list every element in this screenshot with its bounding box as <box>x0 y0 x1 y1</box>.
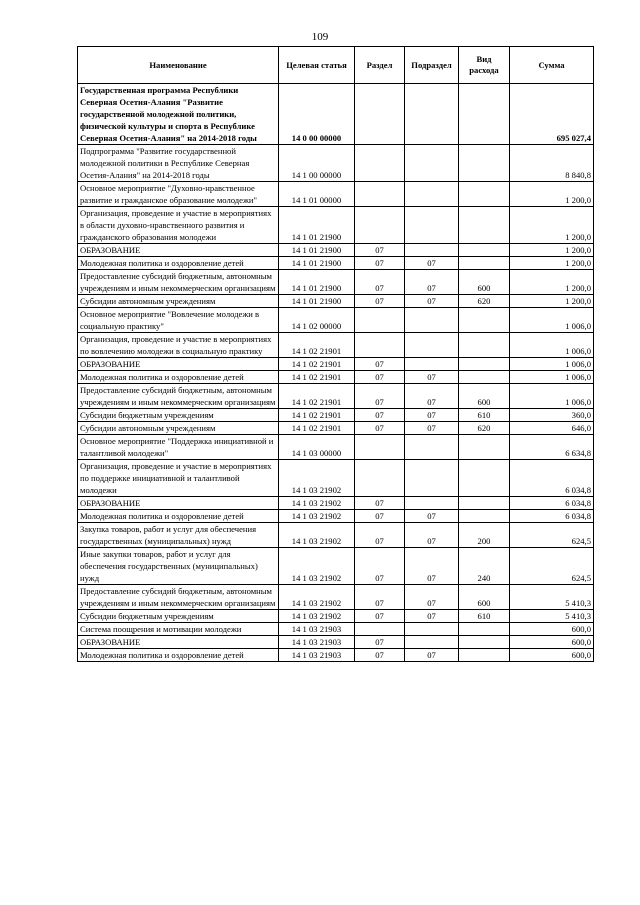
cell-expense-type <box>459 623 510 636</box>
cell-code: 14 1 03 21902 <box>279 548 355 585</box>
cell-subsection: 07 <box>405 523 459 548</box>
table-row <box>78 435 594 460</box>
cell-subsection <box>405 497 459 510</box>
table-row <box>78 145 594 182</box>
cell-subsection <box>405 182 459 207</box>
cell-section: 07 <box>355 358 405 371</box>
cell-sum: 600,0 <box>510 623 594 636</box>
table-row <box>78 548 594 585</box>
cell-subsection: 07 <box>405 548 459 585</box>
cell-sum: 600,0 <box>510 636 594 649</box>
cell-sum: 600,0 <box>510 649 594 662</box>
cell-name: ОБРАЗОВАНИЕ <box>78 497 279 510</box>
cell-expense-type <box>459 257 510 270</box>
table-row <box>78 244 594 257</box>
table-header-row <box>78 47 594 84</box>
cell-section <box>355 182 405 207</box>
table-row <box>78 308 594 333</box>
cell-sum: 624,5 <box>510 548 594 585</box>
cell-section: 07 <box>355 244 405 257</box>
table-row <box>78 497 594 510</box>
cell-section <box>355 207 405 244</box>
cell-name: Закупка товаров, работ и услуг для обеспечения государственных (муниципальных) нужд <box>78 523 279 548</box>
cell-expense-type: 600 <box>459 585 510 610</box>
table-row <box>78 358 594 371</box>
cell-subsection: 07 <box>405 585 459 610</box>
table-row <box>78 333 594 358</box>
cell-section: 07 <box>355 270 405 295</box>
table-row <box>78 371 594 384</box>
cell-name: Организация, проведение и участие в мероприятиях по поддержке инициативной и талантливой молодежи <box>78 460 279 497</box>
cell-name: Основное мероприятие "Вовлечение молодежи в социальную практику" <box>78 308 279 333</box>
cell-subsection: 07 <box>405 409 459 422</box>
cell-code: 14 1 00 00000 <box>279 145 355 182</box>
cell-code: 14 1 03 21902 <box>279 460 355 497</box>
cell-section: 07 <box>355 295 405 308</box>
cell-sum: 1 200,0 <box>510 207 594 244</box>
cell-section: 07 <box>355 497 405 510</box>
table-row <box>78 257 594 270</box>
cell-sum: 1 006,0 <box>510 358 594 371</box>
cell-expense-type <box>459 145 510 182</box>
cell-code: 14 1 01 21900 <box>279 270 355 295</box>
cell-subsection <box>405 244 459 257</box>
cell-section: 07 <box>355 371 405 384</box>
cell-subsection <box>405 435 459 460</box>
cell-expense-type <box>459 207 510 244</box>
cell-sum: 1 200,0 <box>510 182 594 207</box>
table-row <box>78 510 594 523</box>
cell-code: 14 1 01 00000 <box>279 182 355 207</box>
cell-subsection <box>405 84 459 145</box>
cell-code: 14 1 01 21900 <box>279 257 355 270</box>
cell-expense-type <box>459 435 510 460</box>
cell-expense-type <box>459 649 510 662</box>
cell-subsection <box>405 358 459 371</box>
cell-subsection <box>405 460 459 497</box>
cell-sum: 1 006,0 <box>510 371 594 384</box>
cell-sum: 5 410,3 <box>510 585 594 610</box>
cell-code: 14 1 01 21900 <box>279 295 355 308</box>
cell-subsection <box>405 145 459 182</box>
cell-sum: 1 006,0 <box>510 308 594 333</box>
header-sum: Сумма <box>510 47 594 84</box>
table-row <box>78 270 594 295</box>
cell-sum: 624,5 <box>510 523 594 548</box>
cell-sum: 6 034,8 <box>510 497 594 510</box>
cell-expense-type: 610 <box>459 409 510 422</box>
cell-name: ОБРАЗОВАНИЕ <box>78 244 279 257</box>
cell-sum: 1 200,0 <box>510 257 594 270</box>
cell-name: Субсидии автономным учреждениям <box>78 295 279 308</box>
cell-expense-type: 240 <box>459 548 510 585</box>
cell-code: 14 1 03 21903 <box>279 623 355 636</box>
cell-section <box>355 145 405 182</box>
budget-table <box>77 46 594 662</box>
cell-expense-type <box>459 371 510 384</box>
cell-name: Организация, проведение и участие в мероприятиях в области духовно-нравственного развития и гражданского образования молодежи <box>78 207 279 244</box>
cell-name: Молодежная политика и оздоровление детей <box>78 510 279 523</box>
cell-expense-type <box>459 333 510 358</box>
cell-code: 14 1 01 21900 <box>279 244 355 257</box>
page-number: 109 <box>311 31 329 43</box>
table-row <box>78 295 594 308</box>
cell-subsection: 07 <box>405 295 459 308</box>
cell-expense-type: 620 <box>459 295 510 308</box>
cell-sum: 6 034,8 <box>510 460 594 497</box>
cell-section: 07 <box>355 422 405 435</box>
cell-sum: 695 027,4 <box>510 84 594 145</box>
cell-subsection: 07 <box>405 257 459 270</box>
cell-subsection: 07 <box>405 384 459 409</box>
cell-section: 07 <box>355 510 405 523</box>
cell-name: Подпрограмма "Развитие государственной молодежной политики в Республике Северная Осетия-Алания" на 2014-2018 годы <box>78 145 279 182</box>
cell-name: Предоставление субсидий бюджетным, автономным учреждениям и иным некоммерческим организациям <box>78 585 279 610</box>
cell-code: 14 0 00 00000 <box>279 84 355 145</box>
cell-sum: 5 410,3 <box>510 610 594 623</box>
table-row <box>78 422 594 435</box>
cell-name: Система поощрения и мотивации молодежи <box>78 623 279 636</box>
cell-section: 07 <box>355 409 405 422</box>
header-code: Целевая статья <box>279 47 355 84</box>
cell-expense-type: 600 <box>459 270 510 295</box>
cell-section: 07 <box>355 636 405 649</box>
cell-name: Иные закупки товаров, работ и услуг для обеспечения государственных (муниципальных) нужд <box>78 548 279 585</box>
cell-code: 14 1 02 21901 <box>279 333 355 358</box>
cell-subsection <box>405 636 459 649</box>
cell-code: 14 1 03 21902 <box>279 610 355 623</box>
table-row <box>78 610 594 623</box>
header-name: Наименование <box>78 47 279 84</box>
cell-name: Основное мероприятие "Поддержка инициативной и талантливой молодежи" <box>78 435 279 460</box>
cell-name: Молодежная политика и оздоровление детей <box>78 257 279 270</box>
cell-subsection: 07 <box>405 371 459 384</box>
cell-sum: 6 034,8 <box>510 510 594 523</box>
cell-name: Субсидии автономным учреждениям <box>78 422 279 435</box>
cell-name: Молодежная политика и оздоровление детей <box>78 649 279 662</box>
cell-sum: 1 006,0 <box>510 384 594 409</box>
cell-section: 07 <box>355 523 405 548</box>
cell-subsection <box>405 623 459 636</box>
table-row <box>78 523 594 548</box>
cell-code: 14 1 03 00000 <box>279 435 355 460</box>
cell-sum: 1 200,0 <box>510 295 594 308</box>
table-row <box>78 207 594 244</box>
cell-section: 07 <box>355 548 405 585</box>
cell-name: Предоставление субсидий бюджетным, автономным учреждениям и иным некоммерческим организациям <box>78 384 279 409</box>
cell-code: 14 1 03 21903 <box>279 649 355 662</box>
cell-sum: 1 200,0 <box>510 270 594 295</box>
cell-sum: 1 200,0 <box>510 244 594 257</box>
cell-name: Организация, проведение и участие в мероприятиях по вовлечению молодежи в социальную практику <box>78 333 279 358</box>
table-row <box>78 182 594 207</box>
header-expense-type: Вид расхода <box>459 47 510 84</box>
cell-name: Молодежная политика и оздоровление детей <box>78 371 279 384</box>
cell-code: 14 1 03 21902 <box>279 585 355 610</box>
cell-section <box>355 308 405 333</box>
cell-section: 07 <box>355 257 405 270</box>
cell-code: 14 1 03 21902 <box>279 523 355 548</box>
table-row <box>78 384 594 409</box>
cell-code: 14 1 02 21901 <box>279 409 355 422</box>
cell-subsection: 07 <box>405 610 459 623</box>
header-subsection: Подраздел <box>405 47 459 84</box>
table-row <box>78 460 594 497</box>
cell-expense-type <box>459 84 510 145</box>
cell-section <box>355 84 405 145</box>
table-row <box>78 84 594 145</box>
cell-section <box>355 460 405 497</box>
cell-section <box>355 623 405 636</box>
cell-section: 07 <box>355 649 405 662</box>
cell-name: Субсидии бюджетным учреждениям <box>78 610 279 623</box>
cell-sum: 8 840,8 <box>510 145 594 182</box>
cell-code: 14 1 02 00000 <box>279 308 355 333</box>
cell-expense-type: 620 <box>459 422 510 435</box>
cell-code: 14 1 03 21902 <box>279 510 355 523</box>
cell-code: 14 1 02 21901 <box>279 422 355 435</box>
cell-expense-type <box>459 308 510 333</box>
cell-subsection: 07 <box>405 510 459 523</box>
table-row <box>78 585 594 610</box>
cell-section: 07 <box>355 585 405 610</box>
cell-section <box>355 333 405 358</box>
cell-subsection <box>405 333 459 358</box>
cell-expense-type <box>459 497 510 510</box>
header-section: Раздел <box>355 47 405 84</box>
cell-expense-type <box>459 460 510 497</box>
cell-name: Субсидии бюджетным учреждениям <box>78 409 279 422</box>
cell-expense-type: 600 <box>459 384 510 409</box>
cell-code: 14 1 01 21900 <box>279 207 355 244</box>
cell-subsection: 07 <box>405 270 459 295</box>
cell-subsection: 07 <box>405 422 459 435</box>
table-row <box>78 636 594 649</box>
cell-expense-type: 200 <box>459 523 510 548</box>
cell-subsection: 07 <box>405 649 459 662</box>
table-row <box>78 623 594 636</box>
cell-sum: 1 006,0 <box>510 333 594 358</box>
cell-code: 14 1 02 21901 <box>279 384 355 409</box>
cell-expense-type <box>459 182 510 207</box>
table-row <box>78 409 594 422</box>
cell-sum: 360,0 <box>510 409 594 422</box>
cell-section: 07 <box>355 610 405 623</box>
cell-name: Предоставление субсидий бюджетным, автономным учреждениям и иным некоммерческим организациям <box>78 270 279 295</box>
cell-code: 14 1 03 21903 <box>279 636 355 649</box>
cell-expense-type <box>459 358 510 371</box>
cell-sum: 6 634,8 <box>510 435 594 460</box>
cell-code: 14 1 02 21901 <box>279 358 355 371</box>
cell-expense-type <box>459 510 510 523</box>
cell-expense-type: 610 <box>459 610 510 623</box>
cell-section: 07 <box>355 384 405 409</box>
cell-section <box>355 435 405 460</box>
cell-subsection <box>405 207 459 244</box>
cell-expense-type <box>459 636 510 649</box>
cell-subsection <box>405 308 459 333</box>
cell-name: Основное мероприятие "Духовно-нравственное развитие и гражданское образование молодежи" <box>78 182 279 207</box>
cell-name: Государственная программа Республики Северная Осетия-Алания "Развитие государственной молодежной политики, физической культуры и спорта в Республике Северная Осетия-Алания" на 2014-2018 годы <box>78 84 279 145</box>
cell-name: ОБРАЗОВАНИЕ <box>78 358 279 371</box>
cell-name: ОБРАЗОВАНИЕ <box>78 636 279 649</box>
cell-sum: 646,0 <box>510 422 594 435</box>
cell-code: 14 1 03 21902 <box>279 497 355 510</box>
cell-code: 14 1 02 21901 <box>279 371 355 384</box>
cell-expense-type <box>459 244 510 257</box>
table-row <box>78 649 594 662</box>
